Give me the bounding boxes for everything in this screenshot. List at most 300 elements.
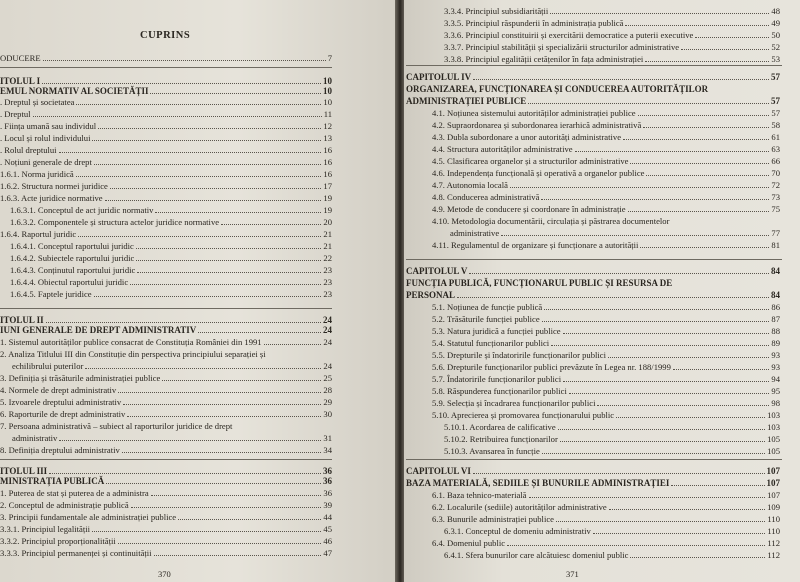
toc-entry [0,337,332,347]
toc-entry-page: 61 [771,132,780,142]
toc-entry [0,76,332,86]
toc-entry [0,524,332,534]
dot-leader [638,109,770,116]
toc-entry-title: administrative [450,228,500,238]
toc-entry-title: 1.6.4. Raportul juridic [0,229,77,239]
toc-entry [0,169,332,179]
toc-entry-title: 2. Analiza Titlului III din Constituție din perspectiva principiului separației și [0,349,266,359]
toc-entry-page: 36 [323,476,332,486]
dot-leader [118,537,322,544]
dot-leader [575,145,770,152]
dot-leader [198,326,321,333]
toc-entry-page: 28 [323,385,332,395]
toc-entry [444,6,780,16]
toc-entry-page: 29 [323,397,332,407]
toc-entry [432,502,780,512]
dot-leader [94,158,322,165]
dot-leader [593,527,766,534]
toc-entry-title: ITOLUL II [0,315,44,325]
toc-entry-page: 30 [323,409,332,419]
toc-entry-title: 4.1. Noțiunea sistemului autorităților administrației publice [432,108,636,118]
toc-entry-title: 4.6. Independența funcțională și operativă a organelor publice [432,168,645,178]
toc-entry-title: 5.9. Selecția și încadrarea funcționarilor publici [432,398,596,408]
toc-entry [406,96,780,106]
toc-entry [444,434,780,444]
toc-entry-page: 73 [771,192,780,202]
contents-heading: CUPRINS [140,30,191,41]
dot-leader [136,242,322,249]
toc-entry-title: 1.6.1. Norma juridică [0,169,74,179]
dot-leader [542,447,765,454]
toc-entry [0,445,332,455]
toc-entry-page: 84 [771,266,780,276]
toc-entry-title: . Locul și rolul individului [0,133,91,143]
toc-entry-page: 77 [771,228,780,238]
toc-entry-page: 107 [767,490,780,500]
toc-entry [0,325,332,335]
toc-entry-page: 93 [771,350,780,360]
dot-leader [110,182,322,189]
toc-entry-page: 107 [766,478,780,488]
dot-leader [43,54,326,61]
toc-entry-page: 46 [323,536,332,546]
toc-entry [444,42,780,52]
toc-entry [0,193,332,203]
toc-entry-title: ITOLUL I [0,76,41,86]
dot-leader [597,399,769,406]
toc-entry-page: 105 [767,446,780,456]
toc-entry [432,132,780,142]
toc-entry-title: 3.3.8. Principiul egalității cetățenilor în fața administrației [444,54,644,64]
toc-entry-title: 1.6.2. Structura normei juridice [0,181,108,191]
dot-leader [162,374,321,381]
toc-entry-page: 10 [323,97,332,107]
toc-entry-page: 24 [323,325,332,335]
toc-entry-page: 23 [323,289,332,299]
dot-leader [98,122,321,129]
divider [406,459,782,460]
dot-leader [78,230,321,237]
toc-entry-page: 94 [771,374,780,384]
toc-entry [0,466,332,476]
toc-entry [432,398,780,408]
toc-entry-title: 1. Puterea de stat și puterea de a administra [0,488,149,498]
toc-entry [0,512,332,522]
toc-entry-page: 45 [323,524,332,534]
toc-entry-page: 24 [323,315,332,325]
dot-leader [630,551,765,558]
toc-entry-title: 1.6.3.1. Conceptul de act juridic normativ [10,205,154,215]
toc-entry-page: 93 [771,362,780,372]
dot-leader [510,181,770,188]
toc-entry-title: 5.1. Noțiunea de funcție publică [432,302,543,312]
toc-entry-page: 24 [323,361,332,371]
toc-entry [432,240,780,250]
dot-leader [136,254,321,261]
toc-entry [10,241,332,251]
toc-entry [10,289,332,299]
toc-entry-title: 1.6.4.1. Conceptul raportului juridic [10,241,134,251]
dot-leader [671,479,764,486]
toc-entry [432,168,780,178]
toc-entry-title: . Dreptul și societatea [0,97,75,107]
toc-entry-title: 5. Izvoarele dreptului administrativ [0,397,122,407]
toc-entry [0,385,332,395]
toc-entry-title: 7. Persoana administrativă – subiect al raporturilor juridice de drept [0,421,233,431]
toc-entry-page: 39 [323,500,332,510]
toc-entry [444,30,780,40]
toc-entry-page: 66 [771,156,780,166]
toc-entry-title: 6. Raporturile de drept administrativ [0,409,126,419]
dot-leader [49,467,321,474]
dot-leader [542,315,770,322]
toc-entry-page: 58 [771,120,780,130]
toc-entry-page: 105 [767,434,780,444]
toc-entry-page: 109 [767,502,780,512]
dot-leader [630,157,769,164]
toc-entry-title: 6.1. Baza tehnico-materială [432,490,527,500]
dot-leader [469,267,769,274]
toc-entry-page: 107 [766,466,780,476]
toc-entry-title: 1.6.4.5. Faptele juridice [10,289,92,299]
toc-entry-title: EMUL NORMATIV AL SOCIETĂȚII [0,86,149,96]
toc-entry-title: 3.3.6. Principiul constituirii și exercitării democratice a puterii executive [444,30,694,40]
toc-entry-title: FUNCȚIA PUBLICĂ, FUNCȚIONARUL PUBLIC ȘI RESURSA DE [406,278,673,288]
dot-leader [556,515,765,522]
toc-entry-page: 34 [323,445,332,455]
dot-leader [550,7,769,14]
toc-entry [0,121,332,131]
dot-leader [106,477,321,484]
toc-entry-title: ODUCERE [0,53,41,63]
dot-leader [42,77,321,84]
dot-leader [59,434,321,441]
toc-entry [0,421,332,431]
divider [0,308,332,309]
toc-entry-title: ADMINISTRAȚIEI PUBLICE [406,96,527,106]
toc-entry-page: 87 [771,314,780,324]
dot-leader [122,446,322,453]
toc-entry-title: CAPITOLUL V [406,266,468,276]
toc-entry [406,290,780,300]
dot-leader [643,121,769,128]
toc-entry-page: 19 [323,193,332,203]
divider [406,259,782,260]
toc-entry [432,338,780,348]
toc-entry-page: 89 [771,338,780,348]
dot-leader [541,193,769,200]
toc-entry-title: echilibrului puterilor [12,361,84,371]
toc-entry-title: MINISTRAȚIA PUBLICĂ [0,476,105,486]
toc-entry [0,133,332,143]
dot-leader [544,303,769,310]
toc-entry-page: 25 [323,373,332,383]
toc-entry-title: 8. Definiția dreptului administrativ [0,445,120,455]
dot-leader [528,97,769,104]
toc-entry-title: 5.10.1. Acordarea de calificative [444,422,556,432]
toc-entry-title: . Rolul dreptului [0,145,57,155]
toc-entry-title: 3.3.7. Principiul stabilității și specializării structurilor administrative [444,42,680,52]
dot-leader [130,278,321,285]
toc-entry-title: 4.7. Autonomia locală [432,180,508,190]
toc-entry-title: administrativ [12,433,58,443]
toc-entry-page: 11 [323,109,332,119]
toc-entry [0,229,332,239]
toc-entry-page: 110 [767,514,780,524]
dot-leader [76,170,322,177]
dot-leader [127,410,321,417]
dot-leader [646,169,769,176]
dot-leader [150,87,321,94]
page-number: 371 [566,569,579,579]
dot-leader [221,218,321,225]
toc-entry [0,397,332,407]
toc-entry [432,374,780,384]
toc-entry [432,490,780,500]
toc-entry-page: 16 [323,157,332,167]
dot-leader [681,43,769,50]
toc-entry-title: 3.3.2. Principiul proporționalității [0,536,116,546]
dot-leader [123,398,321,405]
divider [406,65,782,66]
toc-entry-title: 1.6.3.2. Componentele și structura actelor juridice normative [10,217,220,227]
toc-entry [0,315,332,325]
dot-leader [560,435,765,442]
toc-entry [432,180,780,190]
dot-leader [94,290,322,297]
toc-entry-page: 36 [323,488,332,498]
toc-entry-title: . Noțiuni generale de drept [0,157,92,167]
toc-entry-page: 21 [323,241,332,251]
toc-entry [406,478,780,488]
toc-entry-page: 10 [323,76,332,86]
toc-entry-page: 24 [323,337,332,347]
dot-leader [92,525,321,532]
dot-leader [92,134,321,141]
dot-leader [501,229,769,236]
toc-entry-page: 20 [323,217,332,227]
toc-entry-title: 5.10.2. Retribuirea funcționarilor [444,434,558,444]
toc-entry [0,476,332,486]
dot-leader [473,467,765,474]
dot-leader [151,489,322,496]
toc-entry-page: 50 [771,30,780,40]
toc-entry [0,548,332,558]
dot-leader [473,73,769,80]
dot-leader [616,411,765,418]
toc-entry [450,228,780,238]
toc-entry-page: 48 [771,6,780,16]
dot-leader [563,375,769,382]
dot-leader [609,503,765,510]
toc-entry-title: 5.7. Îndatoririle funcționarilor publici [432,374,562,384]
toc-entry-title: 4. Normele de drept administrativ [0,385,117,395]
dot-leader [563,327,770,334]
dot-leader [264,338,322,345]
toc-entry-page: 57 [771,108,780,118]
toc-entry-title: 1.6.3. Acte juridice normative [0,193,103,203]
toc-entry-title: 1. Sistemul autorităților publice consacrat de Constituția României din 1991 [0,337,262,347]
toc-entry-page: 44 [323,512,332,522]
toc-entry [0,488,332,498]
toc-entry [432,192,780,202]
dot-leader [154,549,322,556]
toc-entry-title: 4.5. Clasificarea organelor și a structurilor administrative [432,156,629,166]
dot-leader [85,362,321,369]
toc-entry-title: 1.6.4.2. Subiectele raportului juridic [10,253,135,263]
toc-entry-title: 3.3.5. Principiul răspunderii în administrația publică [444,18,624,28]
toc-entry-title: 4.11. Regulamentul de organizare și funcționare a autorității [432,240,639,250]
toc-entry-page: 86 [771,302,780,312]
dot-leader [625,19,769,26]
dot-leader [178,513,321,520]
toc-entry [10,265,332,275]
toc-entry [0,500,332,510]
toc-entry [432,302,780,312]
toc-entry-page: 12 [323,121,332,131]
dot-leader [46,316,321,323]
toc-entry-title: 6.3.1. Conceptul de domeniu administrativ [444,526,591,536]
toc-entry [406,72,780,82]
toc-entry [0,409,332,419]
dot-leader [131,501,322,508]
toc-entry [432,204,780,214]
toc-entry-title: ORGANIZAREA, FUNCȚIONAREA ȘI CONDUCEREA AUTORITĂȚILOR [406,84,709,94]
toc-entry-page: 84 [771,290,780,300]
toc-entry-title: 5.10.3. Avansarea în funcție [444,446,540,456]
toc-entry-page: 21 [323,229,332,239]
dot-leader [457,291,769,298]
toc-entry [432,144,780,154]
toc-entry-page: 31 [323,433,332,443]
divider [0,67,332,68]
toc-entry-title: . Ființa umană sau individul [0,121,97,131]
toc-entry-page: 81 [771,240,780,250]
toc-entry-page: 16 [323,145,332,155]
toc-entry [444,18,780,28]
dot-leader [695,31,769,38]
toc-entry-page: 110 [767,526,780,536]
toc-entry-title: 3. Principii fundamentale ale administrației publice [0,512,177,522]
toc-entry [12,433,332,443]
toc-entry-title: 6.4. Domeniul public [432,538,506,548]
toc-entry-page: 53 [771,54,780,64]
toc-entry-title: . Dreptul [0,109,31,119]
toc-entry-page: 57 [771,96,780,106]
toc-entry-page: 95 [771,386,780,396]
toc-entry [10,217,332,227]
toc-entry [432,538,780,548]
toc-entry [406,278,780,288]
toc-entry-title: 1.6.4.3. Conținutul raportului juridic [10,265,136,275]
toc-entry-title: ITOLUL III [0,466,48,476]
toc-entry [0,109,332,119]
toc-entry [432,386,780,396]
toc-entry [432,362,780,372]
dot-leader [137,266,321,273]
toc-entry [0,97,332,107]
toc-entry [444,54,780,64]
toc-entry [432,350,780,360]
toc-entry-title: 3. Definiția și trăsăturile administrației publice [0,373,161,383]
toc-entry-page: 23 [323,265,332,275]
toc-entry [432,410,780,420]
toc-entry [406,266,780,276]
toc-entry-page: 63 [771,144,780,154]
toc-entry [444,446,780,456]
toc-entry-title: 4.3. Dubla subordonare a unor autorități administrative [432,132,622,142]
toc-entry-page: 16 [323,169,332,179]
toc-entry-page: 72 [771,180,780,190]
dot-leader [105,194,322,201]
toc-entry-page: 19 [323,205,332,215]
toc-entry [0,349,332,359]
toc-entry-title: 5.8. Răspunderea funcționarilor publici [432,386,567,396]
toc-entry-title: 2. Conceptul de administrație publică [0,500,129,510]
dot-leader [551,339,769,346]
toc-entry-page: 70 [771,168,780,178]
toc-entry [10,253,332,263]
dot-leader [623,133,769,140]
toc-entry-page: 23 [323,277,332,287]
dot-leader [76,98,321,105]
toc-entry [406,84,780,94]
toc-entry-page: 112 [767,538,780,548]
toc-entry [444,550,780,560]
toc-entry-title: 5.6. Drepturile funcționarilor publici prevăzute în Legea nr. 188/1999 [432,362,671,372]
toc-entry [12,361,332,371]
toc-entry [444,422,780,432]
toc-entry-page: 36 [323,466,332,476]
dot-leader [628,205,770,212]
right-page [404,0,800,582]
dot-leader [569,387,770,394]
toc-entry [0,373,332,383]
dot-leader [558,423,765,430]
toc-entry-page: 13 [323,133,332,143]
toc-entry-title: CAPITOLUL VI [406,466,471,476]
toc-entry [432,216,780,226]
toc-entry-page: 57 [771,72,780,82]
toc-entry-page: 103 [767,410,780,420]
toc-entry-title: 5.3. Natura juridică a funcției publice [432,326,561,336]
toc-entry-title: 4.4. Structura autorităților administrative [432,144,573,154]
toc-entry-title: 6.4.1. Sfera bunurilor care alcătuiesc domeniul public [444,550,629,560]
toc-entry-page: 52 [771,42,780,52]
toc-entry [0,145,332,155]
toc-entry-title: PERSONAL [406,290,456,300]
toc-entry-page: 98 [771,398,780,408]
dot-leader [33,110,322,117]
toc-entry-title: 6.3. Bunurile administrației publice [432,514,554,524]
toc-entry-title: 3.3.1. Principiul legalității [0,524,90,534]
dot-leader [155,206,321,213]
toc-entry-title: 6.2. Localurile (sediile) autorităților administrative [432,502,607,512]
toc-entry [406,466,780,476]
dot-leader [608,351,769,358]
toc-entry [444,526,780,536]
toc-entry-page: 49 [771,18,780,28]
toc-entry-title: CAPITOLUL IV [406,72,472,82]
toc-entry [432,514,780,524]
toc-entry [432,314,780,324]
toc-entry-page: 112 [767,550,780,560]
toc-entry-title: BAZA MATERIALĂ, SEDIILE ȘI BUNURILE ADMINISTRAȚIEI [406,478,670,488]
toc-entry [0,157,332,167]
toc-entry-page: 17 [323,181,332,191]
dot-leader [640,241,769,248]
toc-entry-title: 5.2. Trăsăturile funcției publice [432,314,540,324]
